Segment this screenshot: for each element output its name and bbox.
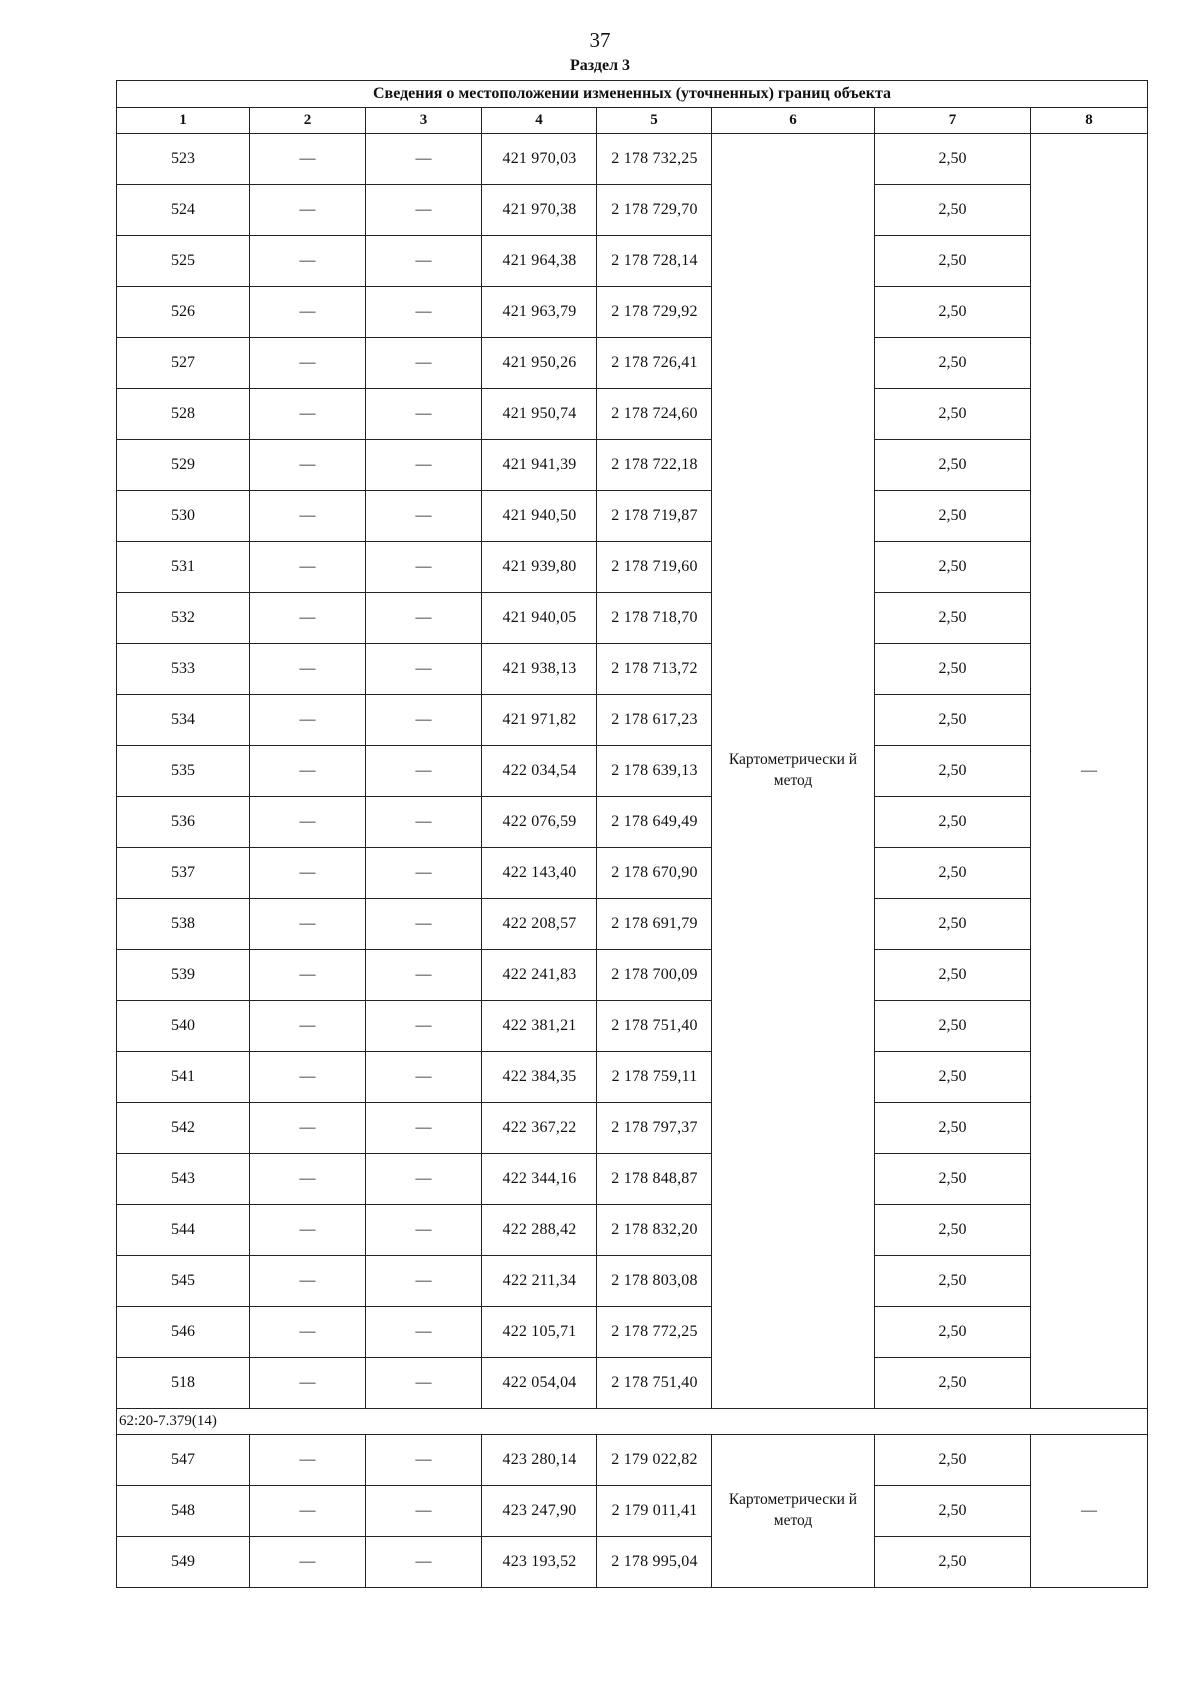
- y-coordinate-cell: 2 178 670,90: [597, 848, 712, 899]
- precision-cell: 2,50: [875, 134, 1031, 185]
- point-number-cell: 537: [117, 848, 250, 899]
- y-coordinate-cell: 2 178 649,49: [597, 797, 712, 848]
- col2-cell: —: [250, 1154, 366, 1205]
- y-coordinate-cell: 2 178 719,87: [597, 491, 712, 542]
- col3-cell: —: [366, 746, 482, 797]
- y-coordinate-cell: 2 178 713,72: [597, 644, 712, 695]
- col3-cell: —: [366, 1435, 482, 1486]
- col2-cell: —: [250, 491, 366, 542]
- x-coordinate-cell: 422 054,04: [482, 1358, 597, 1409]
- y-coordinate-cell: 2 178 995,04: [597, 1537, 712, 1588]
- point-number-cell: 524: [117, 185, 250, 236]
- point-number-cell: 525: [117, 236, 250, 287]
- col3-cell: —: [366, 287, 482, 338]
- point-number-cell: 546: [117, 1307, 250, 1358]
- col2-cell: —: [250, 746, 366, 797]
- table-row: [117, 1205, 1148, 1256]
- method-cell: Картометрически й метод: [712, 134, 875, 1409]
- col3-cell: —: [366, 338, 482, 389]
- y-coordinate-cell: 2 178 803,08: [597, 1256, 712, 1307]
- y-coordinate-cell: 2 178 718,70: [597, 593, 712, 644]
- col2-cell: —: [250, 1256, 366, 1307]
- x-coordinate-cell: 423 247,90: [482, 1486, 597, 1537]
- x-coordinate-cell: 421 971,82: [482, 695, 597, 746]
- x-coordinate-cell: 422 076,59: [482, 797, 597, 848]
- y-coordinate-cell: 2 178 832,20: [597, 1205, 712, 1256]
- point-number-cell: 518: [117, 1358, 250, 1409]
- col3-cell: —: [366, 899, 482, 950]
- precision-cell: 2,50: [875, 287, 1031, 338]
- col2-cell: —: [250, 236, 366, 287]
- table-row: [117, 491, 1148, 542]
- col3-cell: —: [366, 695, 482, 746]
- x-coordinate-cell: 422 105,71: [482, 1307, 597, 1358]
- column-header: 8: [1031, 108, 1148, 134]
- x-coordinate-cell: 421 940,50: [482, 491, 597, 542]
- x-coordinate-cell: 421 963,79: [482, 287, 597, 338]
- y-coordinate-cell: 2 178 728,14: [597, 236, 712, 287]
- y-coordinate-cell: 2 178 729,92: [597, 287, 712, 338]
- col8-cell: —: [1031, 1435, 1148, 1588]
- x-coordinate-cell: 421 950,26: [482, 338, 597, 389]
- col2-cell: —: [250, 134, 366, 185]
- table-row: [117, 338, 1148, 389]
- y-coordinate-cell: 2 178 724,60: [597, 389, 712, 440]
- column-header: 2: [250, 108, 366, 134]
- col2-cell: —: [250, 542, 366, 593]
- col3-cell: —: [366, 542, 482, 593]
- col2-cell: —: [250, 1205, 366, 1256]
- point-number-cell: 544: [117, 1205, 250, 1256]
- col3-cell: —: [366, 1486, 482, 1537]
- col3-cell: —: [366, 1103, 482, 1154]
- precision-cell: 2,50: [875, 797, 1031, 848]
- col2-cell: —: [250, 1103, 366, 1154]
- col2-cell: —: [250, 1537, 366, 1588]
- column-header-row: [117, 108, 1148, 134]
- table-row: [117, 746, 1148, 797]
- x-coordinate-cell: 421 938,13: [482, 644, 597, 695]
- method-cell: Картометрически й метод: [712, 1435, 875, 1588]
- precision-cell: 2,50: [875, 1052, 1031, 1103]
- x-coordinate-cell: 421 939,80: [482, 542, 597, 593]
- y-coordinate-cell: 2 179 011,41: [597, 1486, 712, 1537]
- table-row: [117, 1103, 1148, 1154]
- point-number-cell: 535: [117, 746, 250, 797]
- col2-cell: —: [250, 389, 366, 440]
- point-number-cell: 541: [117, 1052, 250, 1103]
- col3-cell: —: [366, 1052, 482, 1103]
- col8-cell: —: [1031, 134, 1148, 1409]
- precision-cell: 2,50: [875, 491, 1031, 542]
- col2-cell: —: [250, 950, 366, 1001]
- table-row: [117, 287, 1148, 338]
- col3-cell: —: [366, 1358, 482, 1409]
- point-number-cell: 543: [117, 1154, 250, 1205]
- column-header: 3: [366, 108, 482, 134]
- col3-cell: —: [366, 1537, 482, 1588]
- y-coordinate-cell: 2 178 772,25: [597, 1307, 712, 1358]
- col3-cell: —: [366, 185, 482, 236]
- precision-cell: 2,50: [875, 1358, 1031, 1409]
- col2-cell: —: [250, 287, 366, 338]
- x-coordinate-cell: 422 344,16: [482, 1154, 597, 1205]
- col2-cell: —: [250, 644, 366, 695]
- precision-cell: 2,50: [875, 848, 1031, 899]
- column-header: 7: [875, 108, 1031, 134]
- y-coordinate-cell: 2 178 722,18: [597, 440, 712, 491]
- col3-cell: —: [366, 1154, 482, 1205]
- point-number-cell: 542: [117, 1103, 250, 1154]
- table-row: [117, 542, 1148, 593]
- table-title: Сведения о местоположении измененных (уточненных) границ объекта: [117, 81, 1148, 108]
- x-coordinate-cell: 422 288,42: [482, 1205, 597, 1256]
- y-coordinate-cell: 2 178 751,40: [597, 1001, 712, 1052]
- point-number-cell: 548: [117, 1486, 250, 1537]
- precision-cell: 2,50: [875, 1205, 1031, 1256]
- x-coordinate-cell: 421 970,38: [482, 185, 597, 236]
- x-coordinate-cell: 422 034,54: [482, 746, 597, 797]
- precision-cell: 2,50: [875, 236, 1031, 287]
- column-header: 5: [597, 108, 712, 134]
- table-row: [117, 1358, 1148, 1409]
- col2-cell: —: [250, 338, 366, 389]
- y-coordinate-cell: 2 178 848,87: [597, 1154, 712, 1205]
- group-label-row: [117, 1409, 1148, 1435]
- table-row: [117, 389, 1148, 440]
- precision-cell: 2,50: [875, 389, 1031, 440]
- point-number-cell: 545: [117, 1256, 250, 1307]
- section-title: Раздел 3: [569, 57, 631, 74]
- col3-cell: —: [366, 236, 482, 287]
- column-header: 1: [117, 108, 250, 134]
- y-coordinate-cell: 2 178 700,09: [597, 950, 712, 1001]
- col3-cell: —: [366, 1001, 482, 1052]
- table-row: [117, 1052, 1148, 1103]
- col2-cell: —: [250, 1001, 366, 1052]
- table-row: [117, 1435, 1148, 1486]
- col2-cell: —: [250, 1486, 366, 1537]
- point-number-cell: 549: [117, 1537, 250, 1588]
- point-number-cell: 527: [117, 338, 250, 389]
- point-number-cell: 526: [117, 287, 250, 338]
- col2-cell: —: [250, 695, 366, 746]
- col2-cell: —: [250, 848, 366, 899]
- col3-cell: —: [366, 797, 482, 848]
- x-coordinate-cell: 422 241,83: [482, 950, 597, 1001]
- table-row: [117, 899, 1148, 950]
- x-coordinate-cell: 423 193,52: [482, 1537, 597, 1588]
- point-number-cell: 536: [117, 797, 250, 848]
- col3-cell: —: [366, 389, 482, 440]
- table-row: [117, 1486, 1148, 1537]
- table-row: [117, 1001, 1148, 1052]
- col3-cell: —: [366, 1256, 482, 1307]
- precision-cell: 2,50: [875, 338, 1031, 389]
- col3-cell: —: [366, 950, 482, 1001]
- table-row: [117, 950, 1148, 1001]
- y-coordinate-cell: 2 178 726,41: [597, 338, 712, 389]
- table-row: [117, 644, 1148, 695]
- point-number-cell: 523: [117, 134, 250, 185]
- precision-cell: 2,50: [875, 542, 1031, 593]
- col2-cell: —: [250, 1435, 366, 1486]
- x-coordinate-cell: 421 970,03: [482, 134, 597, 185]
- point-number-cell: 533: [117, 644, 250, 695]
- x-coordinate-cell: 421 950,74: [482, 389, 597, 440]
- y-coordinate-cell: 2 179 022,82: [597, 1435, 712, 1486]
- col2-cell: —: [250, 593, 366, 644]
- y-coordinate-cell: 2 178 719,60: [597, 542, 712, 593]
- x-coordinate-cell: 422 384,35: [482, 1052, 597, 1103]
- x-coordinate-cell: 421 964,38: [482, 236, 597, 287]
- point-number-cell: 547: [117, 1435, 250, 1486]
- x-coordinate-cell: 421 940,05: [482, 593, 597, 644]
- page-number: 37: [589, 28, 611, 52]
- table-row: [117, 1154, 1148, 1205]
- col2-cell: —: [250, 185, 366, 236]
- precision-cell: 2,50: [875, 185, 1031, 236]
- point-number-cell: 539: [117, 950, 250, 1001]
- column-header: 6: [712, 108, 875, 134]
- precision-cell: 2,50: [875, 1154, 1031, 1205]
- y-coordinate-cell: 2 178 759,11: [597, 1052, 712, 1103]
- x-coordinate-cell: 421 941,39: [482, 440, 597, 491]
- col3-cell: —: [366, 848, 482, 899]
- x-coordinate-cell: 423 280,14: [482, 1435, 597, 1486]
- precision-cell: 2,50: [875, 1486, 1031, 1537]
- y-coordinate-cell: 2 178 691,79: [597, 899, 712, 950]
- col3-cell: —: [366, 134, 482, 185]
- col3-cell: —: [366, 1205, 482, 1256]
- precision-cell: 2,50: [875, 593, 1031, 644]
- boundary-coordinates-table: [116, 80, 1148, 1588]
- precision-cell: 2,50: [875, 950, 1031, 1001]
- y-coordinate-cell: 2 178 751,40: [597, 1358, 712, 1409]
- y-coordinate-cell: 2 178 617,23: [597, 695, 712, 746]
- table-row: [117, 1537, 1148, 1588]
- precision-cell: 2,50: [875, 1103, 1031, 1154]
- y-coordinate-cell: 2 178 729,70: [597, 185, 712, 236]
- point-number-cell: 532: [117, 593, 250, 644]
- point-number-cell: 534: [117, 695, 250, 746]
- point-number-cell: 538: [117, 899, 250, 950]
- precision-cell: 2,50: [875, 1435, 1031, 1486]
- col2-cell: —: [250, 797, 366, 848]
- precision-cell: 2,50: [875, 1001, 1031, 1052]
- table-row: [117, 1256, 1148, 1307]
- x-coordinate-cell: 422 367,22: [482, 1103, 597, 1154]
- precision-cell: 2,50: [875, 1256, 1031, 1307]
- col2-cell: —: [250, 1052, 366, 1103]
- y-coordinate-cell: 2 178 732,25: [597, 134, 712, 185]
- x-coordinate-cell: 422 211,34: [482, 1256, 597, 1307]
- col3-cell: —: [366, 644, 482, 695]
- column-header: 4: [482, 108, 597, 134]
- col2-cell: —: [250, 899, 366, 950]
- x-coordinate-cell: 422 381,21: [482, 1001, 597, 1052]
- precision-cell: 2,50: [875, 1307, 1031, 1358]
- x-coordinate-cell: 422 208,57: [482, 899, 597, 950]
- precision-cell: 2,50: [875, 1537, 1031, 1588]
- precision-cell: 2,50: [875, 644, 1031, 695]
- table-row: [117, 134, 1148, 185]
- boundary-table-container: [116, 80, 1148, 1588]
- group-label: 62:20-7.379(14): [117, 1409, 1148, 1435]
- precision-cell: 2,50: [875, 695, 1031, 746]
- table-row: [117, 797, 1148, 848]
- table-row: [117, 848, 1148, 899]
- precision-cell: 2,50: [875, 899, 1031, 950]
- table-row: [117, 440, 1148, 491]
- table-title-row: [117, 81, 1148, 108]
- col3-cell: —: [366, 593, 482, 644]
- precision-cell: 2,50: [875, 440, 1031, 491]
- x-coordinate-cell: 422 143,40: [482, 848, 597, 899]
- point-number-cell: 531: [117, 542, 250, 593]
- point-number-cell: 530: [117, 491, 250, 542]
- y-coordinate-cell: 2 178 797,37: [597, 1103, 712, 1154]
- point-number-cell: 528: [117, 389, 250, 440]
- col2-cell: —: [250, 440, 366, 491]
- table-row: [117, 1307, 1148, 1358]
- table-row: [117, 236, 1148, 287]
- col3-cell: —: [366, 440, 482, 491]
- table-row: [117, 593, 1148, 644]
- col2-cell: —: [250, 1358, 366, 1409]
- col3-cell: —: [366, 1307, 482, 1358]
- precision-cell: 2,50: [875, 746, 1031, 797]
- point-number-cell: 540: [117, 1001, 250, 1052]
- table-row: [117, 695, 1148, 746]
- y-coordinate-cell: 2 178 639,13: [597, 746, 712, 797]
- col3-cell: —: [366, 491, 482, 542]
- point-number-cell: 529: [117, 440, 250, 491]
- table-row: [117, 185, 1148, 236]
- col2-cell: —: [250, 1307, 366, 1358]
